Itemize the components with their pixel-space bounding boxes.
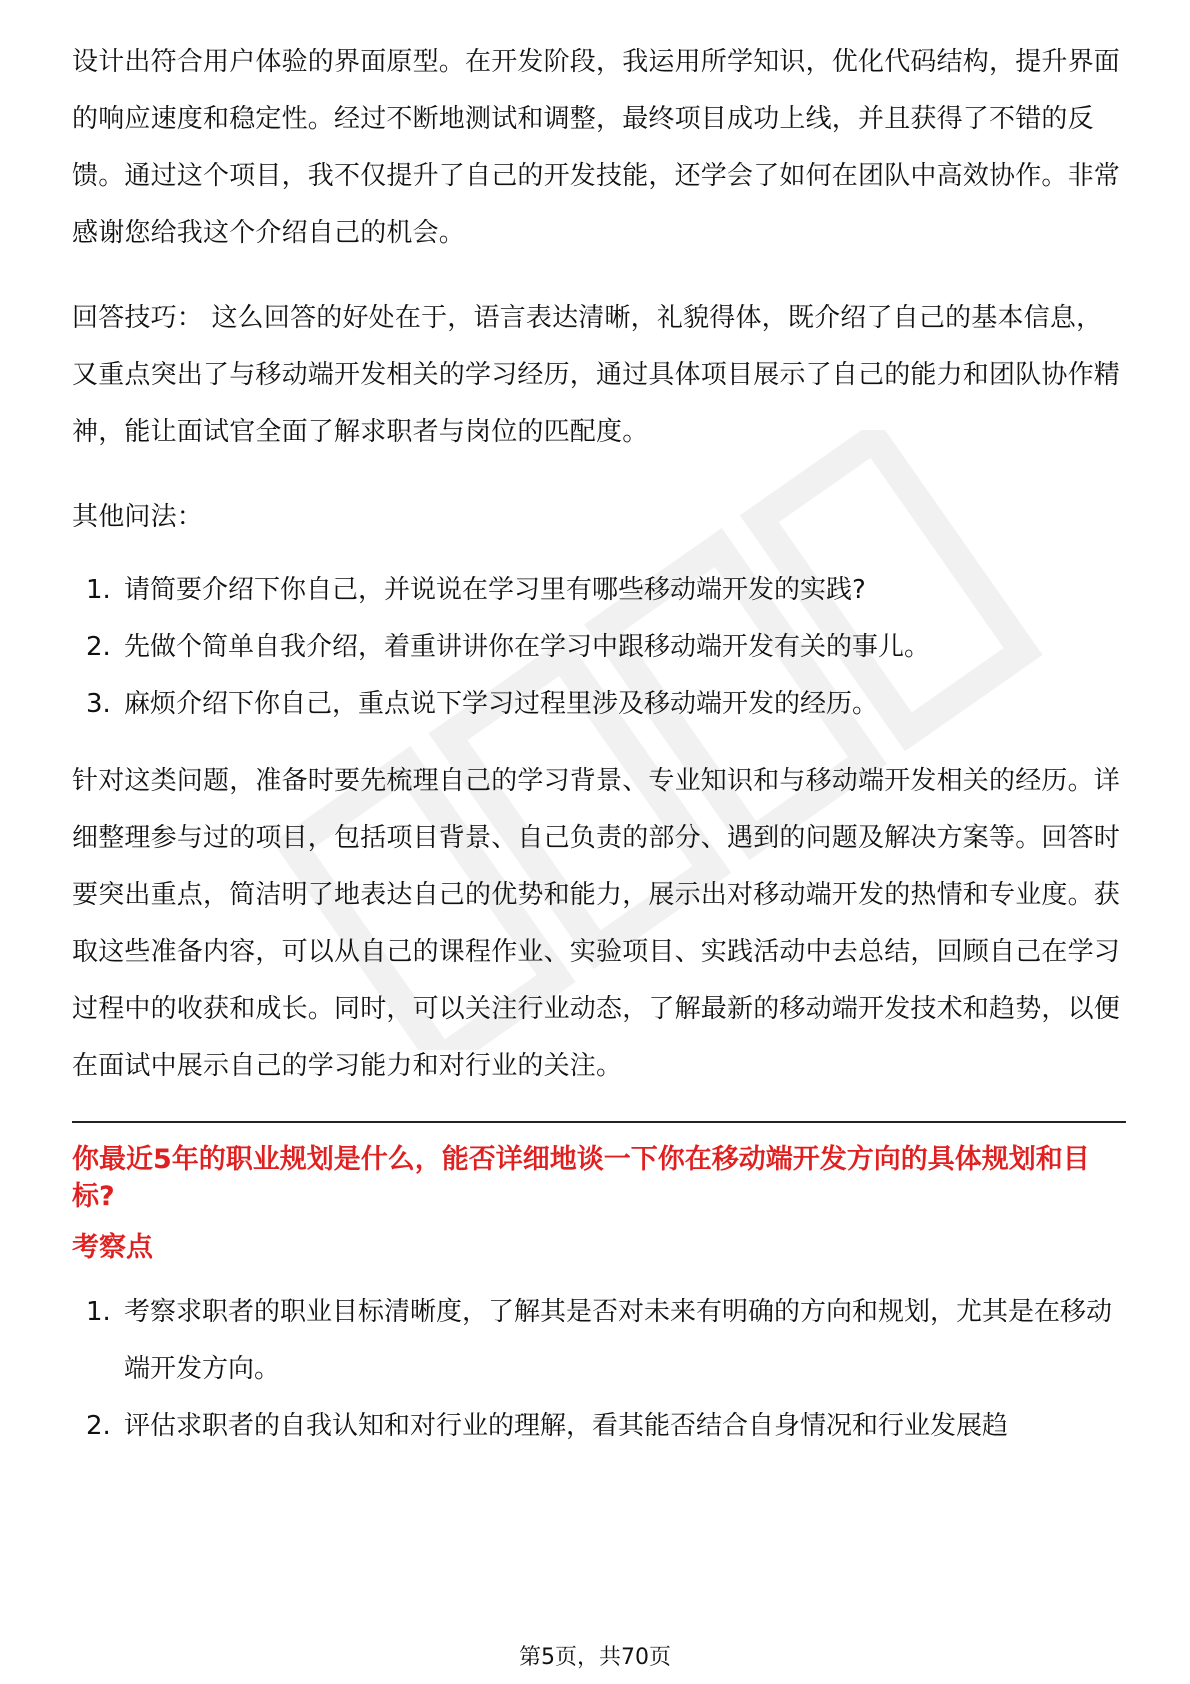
page-number-footer: 第5页，共70页 [519,1645,671,1670]
list-item: 2. 评估求职者的自我认知和对行业的理解，看其能否结合自身情况和行业发展趋 [86,1411,1009,1441]
list-item: 2. 先做个简单自我介绍，着重讲讲你在学习中跟移动端开发有关的事儿。 [86,632,931,662]
page-content [72,34,1122,1455]
other-questions-list [72,562,1122,733]
other-questions-heading: 其他问法： [72,502,204,532]
list-item: 3. 麻烦介绍下你自己，重点说下学习过程里涉及移动端开发的经历。 [86,689,879,719]
assessment-points-list [72,1284,1122,1455]
section-divider [72,1121,1126,1123]
list-item: 1. 请简要介绍下你自己，并说说在学习里有哪些移动端开发的实践? [86,575,866,605]
preparation-paragraph: 针对这类问题，准备时要先梳理自己的学习背景、专业知识和与移动端开发相关的经历。详细整理参与过的项目，包括项目背景、自己负责的部分、遇到的问题及解决方案等。回答时要突出重点，简洁明了地表达自己的优势和能力，展示出对移动端开发的热情和专业度。获取这些准备内容，可以从自己的课程作业、实验项目、实践活动中去总结，回顾自己在学习过程中的收获和成长。同时，可以关注行业动态，了解最新的移动端开发技术和趋势，以便在面试中展示自己的学习能力和对行业的关注。 [72,766,1121,1081]
intro-continued-paragraph: 设计出符合用户体验的界面原型。在开发阶段，我运用所学知识，优化代码结构，提升界面的响应速度和稳定性。经过不断地测试和调整，最终项目成功上线，并且获得了不错的反馈。通过这个项目，我不仅提升了自己的开发技能，还学会了如何在团队中高效协作。非常感谢您给我这个介绍自己的机会。 [72,47,1121,248]
assessment-points-heading: 考察点 [72,1232,153,1263]
question-title: 你最近5年的职业规划是什么，能否详细地谈一下你在移动端开发方向的具体规划和目标? [72,1144,1090,1212]
answer-tips-paragraph: 回答技巧： 这么回答的好处在于，语言表达清晰，礼貌得体，既介绍了自己的基本信息，又重点突出了与移动端开发相关的学习经历，通过具体项目展示了自己的能力和团队协作精神，能让面试官全面了解求职者与岗位的匹配度。 [72,303,1121,447]
list-item: 1. 考察求职者的职业目标清晰度，了解其是否对未来有明确的方向和规划，尤其是在移动端开发方向。 [86,1297,1113,1384]
